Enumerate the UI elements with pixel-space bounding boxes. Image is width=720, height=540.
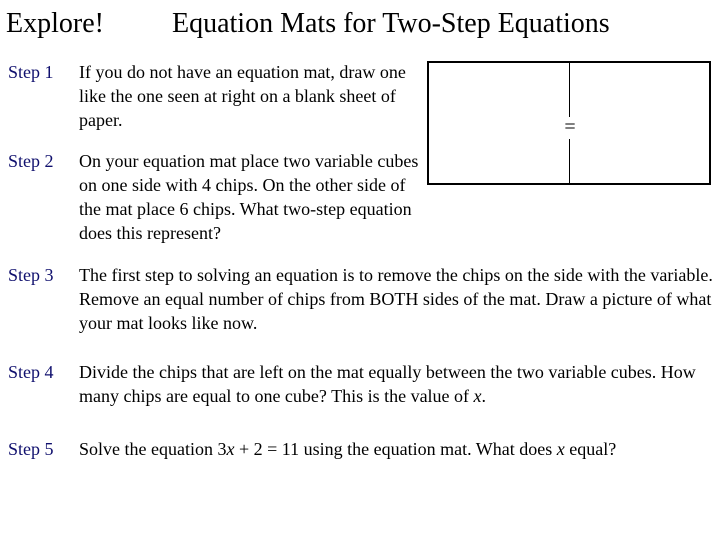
step-text-part: . <box>481 386 487 406</box>
step-label: Step 4 <box>8 362 54 382</box>
variable-x: x <box>226 439 235 459</box>
equation-mat <box>427 61 711 185</box>
step-label: Step 1 <box>8 62 54 82</box>
step-text: On your equation mat place two variable cubes on one side with 4 chips. On the other side of the mat place 6 chips. What two-step equation does this represent? <box>79 151 419 243</box>
header <box>6 8 712 42</box>
page-title: Equation Mats for Two-Step Equations <box>172 8 610 39</box>
step-text: The first step to solving an equation is to remove the chips on the side with the variable. Remove an equal number of chips from BOTH sides of the mat. Draw a picture of what your mat looks like now. <box>79 265 713 333</box>
step-label: Step 3 <box>8 265 54 285</box>
equals-sign: = <box>564 116 576 138</box>
step-text-part: Divide the chips that are left on the mat equally between the two variable cubes. How many chips are equal to one cube? This is the value of <box>79 362 696 406</box>
step-text-part: + 2 = 11 using the equation mat. What does <box>234 439 557 459</box>
explore-heading: Explore! <box>6 8 104 39</box>
variable-x: x <box>556 439 565 459</box>
step-text-part: Solve the equation 3 <box>79 439 227 459</box>
step-text-part: equal? <box>564 439 617 459</box>
step-text: If you do not have an equation mat, draw one like the one seen at right on a blank sheet of paper. <box>79 62 406 130</box>
variable-x: x <box>473 386 482 406</box>
step-text <box>79 437 715 461</box>
step-text <box>79 360 715 408</box>
step-label: Step 2 <box>8 151 54 171</box>
mat-divider-top <box>569 63 570 117</box>
mat-divider-bottom <box>569 139 570 183</box>
step-label: Step 5 <box>8 439 54 459</box>
